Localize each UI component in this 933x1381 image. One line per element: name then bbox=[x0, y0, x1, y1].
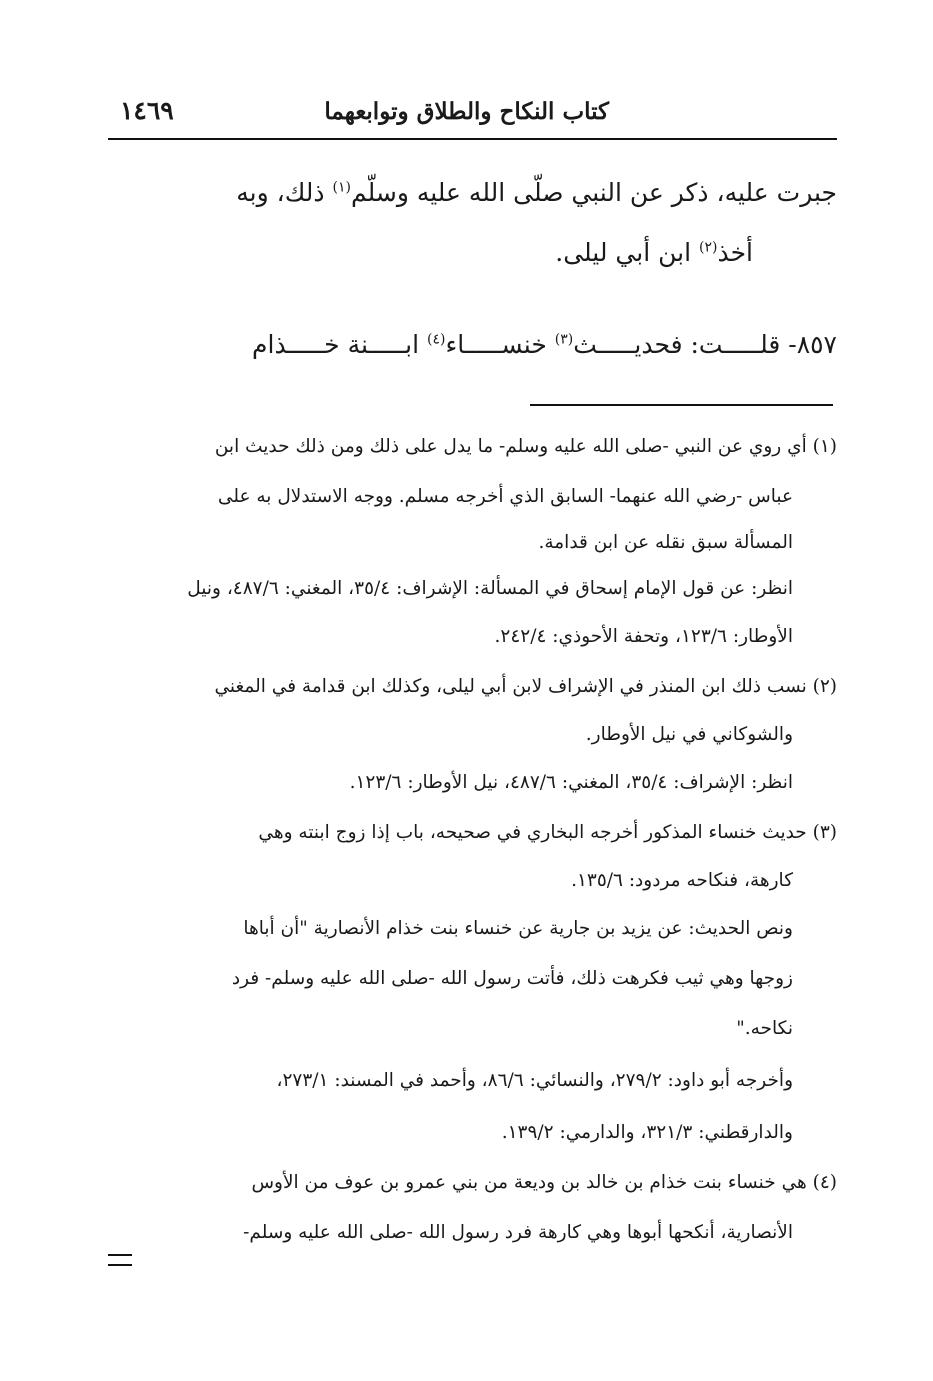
footnote-3-line-7: والدارقطني: ٣٢١/٣، والدارمي: ١٣٩/٢. bbox=[501, 1122, 793, 1143]
main-text-line-1 bbox=[117, 178, 837, 207]
footnote-ref-2[interactable]: (٢) bbox=[699, 239, 718, 256]
running-title: كتاب النكاح والطلاق وتوابعهما bbox=[324, 98, 609, 125]
running-header bbox=[108, 88, 837, 140]
footnote-3-line-6: وأخرجه أبو داود: ٢٧٩/٢، والنسائي: ٨٦/٦، وأحمد في المسند: ٢٧٣/١، bbox=[276, 1070, 793, 1091]
issue-857-heading bbox=[252, 330, 837, 359]
footnote-3-line-3: ونص الحديث: عن يزيد بن جارية عن خنساء بنت خذام الأنصارية "أن أباها bbox=[243, 918, 793, 939]
footnote-2-line-1: (٢) نسب ذلك ابن المنذر في الإشراف لابن أبي ليلى، وكذلك ابن قدامة في المغني bbox=[214, 676, 837, 697]
footnote-3-line-5: نكاحه." bbox=[736, 1018, 793, 1039]
issue-lead: ٨٥٧- قلـــــت: فحديـــــث bbox=[573, 330, 837, 359]
footnote-3-line-1: (٣) حديث خنساء المذكور أخرجه البخاري في صحيحه، باب إذا زوج ابنته وهي bbox=[258, 822, 837, 843]
footnote-1-line-3: المسألة سبق نقله عن ابن قدامة. bbox=[538, 532, 793, 553]
main-text-segment: أخذ bbox=[717, 238, 753, 267]
issue-tail: ابـــــنة خـــــذام bbox=[252, 330, 428, 359]
footnote-1-line-4: انظر: عن قول الإمام إسحاق في المسألة: الإشراف: ٣٥/٤، المغني: ٤٨٧/٦، ونيل bbox=[187, 578, 793, 599]
footnote-2-line-3: انظر: الإشراف: ٣٥/٤، المغني: ٤٨٧/٦، نيل الأوطار: ١٢٣/٦. bbox=[349, 772, 793, 793]
main-text-segment: ابن أبي ليلى. bbox=[555, 238, 699, 267]
continuation-mark bbox=[108, 1254, 132, 1266]
footnote-separator bbox=[530, 404, 833, 406]
main-text-segment: جبرت عليه، ذكر عن النبي صلّى الله عليه وسلّم bbox=[350, 178, 837, 207]
footnote-4-line-1: (٤) هي خنساء بنت خذام بن خالد بن وديعة من بني عمرو بن عوف من الأوس bbox=[251, 1172, 837, 1193]
main-text-line-2 bbox=[555, 238, 753, 267]
page-number: ١٤٦٩ bbox=[120, 96, 174, 125]
footnote-3-line-2: كارهة، فنكاحه مردود: ١٣٥/٦. bbox=[571, 870, 793, 891]
footnote-2-line-2: والشوكاني في نيل الأوطار. bbox=[585, 724, 793, 745]
footnote-ref-3[interactable]: (٣) bbox=[554, 331, 574, 348]
footnote-3-line-4: زوجها وهي ثيب فكرهت ذلك، فأتت رسول الله -صلى الله عليه وسلم- فرد bbox=[231, 968, 793, 989]
footnote-ref-4[interactable]: (٤) bbox=[427, 331, 446, 348]
footnote-ref-1[interactable]: (١) bbox=[332, 179, 351, 196]
main-text-segment: ذلك، وبه bbox=[236, 178, 333, 207]
footnote-1-line-1: (١) أي روي عن النبي -صلى الله عليه وسلم- ما يدل على ذلك ومن ذلك حديث ابن bbox=[214, 436, 837, 457]
issue-mid: خنســـــاء bbox=[445, 330, 555, 359]
footnote-4-line-2: الأنصارية، أنكحها أبوها وهي كارهة فرد رسول الله -صلى الله عليه وسلم- bbox=[243, 1222, 793, 1243]
footnote-1-line-2: عباس -رضي الله عنهما- السابق الذي أخرجه مسلم. ووجه الاستدلال به على bbox=[217, 486, 793, 507]
footnote-1-line-5: الأوطار: ١٢٣/٦، وتحفة الأحوذي: ٢٤٢/٤. bbox=[494, 626, 793, 647]
